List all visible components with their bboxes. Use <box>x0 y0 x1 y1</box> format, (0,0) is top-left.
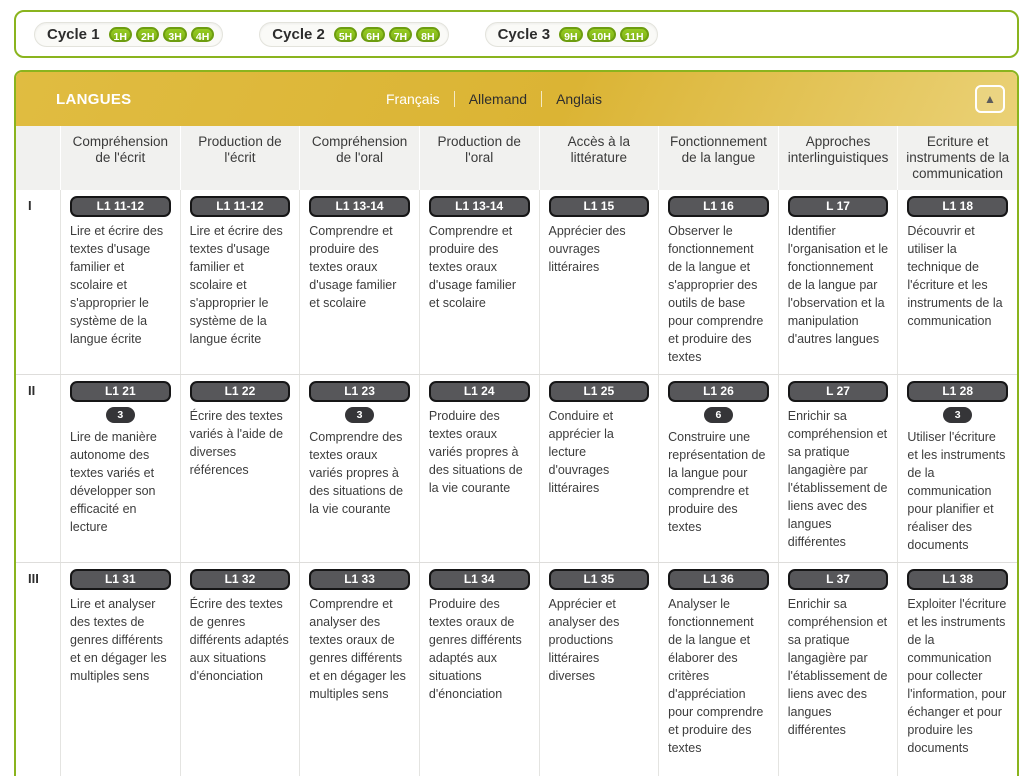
objective-code-badge[interactable]: L1 15 <box>549 196 650 217</box>
objective-cell <box>778 563 898 776</box>
languages-panel <box>14 70 1019 776</box>
objective-cell <box>299 375 419 562</box>
objective-text: Comprendre et produire des textes oraux d'usage familier et scolaire <box>428 224 517 310</box>
year-badge-1h[interactable]: 1H <box>109 27 132 42</box>
objective-text: Construire une représentation de la langue pour comprendre et produire des textes <box>668 430 766 534</box>
objective-cell <box>658 563 778 776</box>
objective-text: Observer le fonctionnement de la langue et s'approprier des outils de base pour comprendre et produire des textes <box>668 224 764 364</box>
column-header: Fonctionnement de la langue <box>658 126 778 190</box>
panel-title: LANGUES <box>56 90 132 108</box>
objective-code-badge[interactable]: L1 32 <box>190 569 291 590</box>
objective-text: Enrichir sa compréhension et sa pratique langagière par l'établissement de liens avec des langues différentes <box>787 409 888 549</box>
objective-text: Lire et analyser des textes de genres différents et en dégager les multiples sens <box>70 597 167 683</box>
objective-code-badge[interactable]: L 27 <box>788 381 889 402</box>
objective-cell <box>419 190 539 374</box>
year-badge-4h[interactable]: 4H <box>191 27 214 42</box>
objective-code-badge[interactable]: L1 28 <box>907 381 1008 402</box>
objective-code-badge[interactable]: L1 26 <box>668 381 769 402</box>
objective-text: Écrire des textes variés à l'aide de diverses références <box>189 409 284 477</box>
collapse-button[interactable] <box>975 85 1005 113</box>
objective-cell <box>60 563 180 776</box>
objective-cell <box>778 375 898 562</box>
objective-code-badge[interactable]: L1 18 <box>907 196 1008 217</box>
tab-francais[interactable]: Français <box>386 91 440 107</box>
cycles-bar <box>14 10 1019 58</box>
objective-cell <box>299 190 419 374</box>
objective-text: Analyser le fonctionnement de la langue et élaborer des critères d'appréciation pour comprendre et produire des textes <box>668 597 764 755</box>
row-label: III <box>28 571 39 586</box>
objective-cell <box>897 375 1017 562</box>
count-badge[interactable]: 3 <box>106 407 135 423</box>
year-badge-3h[interactable]: 3H <box>163 27 186 42</box>
row-label: II <box>28 383 36 398</box>
objective-code-badge[interactable]: L1 23 <box>309 381 410 402</box>
count-badge[interactable]: 6 <box>704 407 733 423</box>
cycle-label: Cycle 3 <box>497 25 551 43</box>
objective-cell <box>180 563 300 776</box>
year-badge-9h[interactable]: 9H <box>559 27 582 42</box>
year-badge-6h[interactable]: 6H <box>361 27 384 42</box>
column-header: Compréhension de l'oral <box>299 126 419 190</box>
table-row <box>16 375 1017 563</box>
objective-code-badge[interactable]: L1 13-14 <box>429 196 530 217</box>
objective-text: Apprécier des ouvrages littéraires <box>548 224 626 274</box>
objective-text: Identifier l'organisation et le fonctionnement de la langue par l'observation et la manipulation d'autres langues <box>787 224 889 346</box>
objective-text: Lire de manière autonome des textes variés et développer son efficacité en lecture <box>70 430 157 534</box>
objective-text: Comprendre et produire des textes oraux d'usage familier et scolaire <box>309 224 397 310</box>
objective-code-badge[interactable]: L1 38 <box>907 569 1008 590</box>
objective-text: Produire des textes oraux variés propres à des situations de la vie courante <box>428 409 523 495</box>
year-badge-10h[interactable]: 10H <box>587 27 616 42</box>
header-corner-cell <box>16 126 60 190</box>
objective-code-badge[interactable]: L1 36 <box>668 569 769 590</box>
year-badge-5h[interactable]: 5H <box>334 27 357 42</box>
column-header: Ecriture et instruments de la communication <box>897 126 1017 190</box>
objective-text: Lire et écrire des textes d'usage familier et scolaire et s'approprier le système de la langue écrite <box>70 224 164 346</box>
year-badge-2h[interactable]: 2H <box>136 27 159 42</box>
objective-code-badge[interactable]: L1 11-12 <box>190 196 291 217</box>
cycle-label: Cycle 1 <box>47 25 100 43</box>
table-header <box>16 126 1017 190</box>
objective-cell <box>180 190 300 374</box>
language-tabs <box>372 72 616 126</box>
objective-text: Exploiter l'écriture et les instruments de la communication pour collecter l'information, pour échanger et pour produire les documents <box>907 597 1007 755</box>
column-header: Production de l'écrit <box>180 126 300 190</box>
objective-cell <box>419 563 539 776</box>
count-badge[interactable]: 3 <box>345 407 374 423</box>
objective-text: Enrichir sa compréhension et sa pratique langagière par l'établissement de liens avec des langues différentes <box>787 597 888 737</box>
objective-text: Écrire des textes de genres différents adaptés aux situations d'énonciation <box>189 597 289 683</box>
objective-code-badge[interactable]: L1 13-14 <box>309 196 410 217</box>
objective-cell <box>897 190 1017 374</box>
column-header: Accès à la littérature <box>539 126 659 190</box>
objective-code-badge[interactable]: L1 33 <box>309 569 410 590</box>
objective-cell <box>658 375 778 562</box>
triangle-up-icon: ▲ <box>984 92 996 106</box>
objective-code-badge[interactable]: L1 22 <box>190 381 291 402</box>
objective-cell <box>658 190 778 374</box>
objective-cell <box>299 563 419 776</box>
cycle-pill-3[interactable] <box>485 22 658 47</box>
year-badge-8h[interactable]: 8H <box>416 27 439 42</box>
panel-header <box>16 72 1017 126</box>
column-header: Approches interlinguistiques <box>778 126 898 190</box>
column-header: Production de l'oral <box>419 126 539 190</box>
objective-cell <box>539 375 659 562</box>
objective-text: Comprendre des textes oraux variés propres à des situations de la vie courante <box>309 430 404 516</box>
objective-text: Découvrir et utiliser la technique de l'écriture et les instruments de la communication <box>907 224 1003 328</box>
objective-code-badge[interactable]: L1 21 <box>70 381 171 402</box>
objective-cell <box>60 190 180 374</box>
objective-code-badge[interactable]: L1 31 <box>70 569 171 590</box>
cycle-pill-1[interactable] <box>34 22 223 47</box>
objective-cell <box>539 190 659 374</box>
tab-allemand[interactable]: Allemand <box>468 91 528 107</box>
objective-text: Lire et écrire des textes d'usage familier et scolaire et s'approprier le système de la langue écrite <box>189 224 283 346</box>
objective-code-badge[interactable]: L1 16 <box>668 196 769 217</box>
objective-text: Comprendre et analyser des textes oraux de genres différents et en dégager les multiples sens <box>309 597 406 701</box>
count-badge[interactable]: 3 <box>943 407 972 423</box>
objective-cell <box>897 563 1017 776</box>
cycle-pill-2[interactable] <box>259 22 448 47</box>
year-badge-11h[interactable]: 11H <box>620 27 649 42</box>
table-row <box>16 563 1017 776</box>
objective-code-badge[interactable]: L1 24 <box>429 381 530 402</box>
column-header: Compréhension de l'écrit <box>60 126 180 190</box>
row-label: I <box>28 198 32 213</box>
table-row <box>16 190 1017 375</box>
objective-text: Utiliser l'écriture et les instruments de la communication pour planifier et réaliser des documents <box>907 430 1006 552</box>
objective-text: Conduire et apprécier la lecture d'ouvrages littéraires <box>548 409 614 495</box>
objective-code-badge[interactable]: L 17 <box>788 196 889 217</box>
objective-code-badge[interactable]: L1 25 <box>549 381 650 402</box>
objective-text: Apprécier et analyser des productions littéraires diverses <box>548 597 620 683</box>
objective-text: Produire des textes oraux de genres différents adaptés aux situations d'énonciation <box>428 597 522 701</box>
objective-cell <box>180 375 300 562</box>
objective-cell <box>419 375 539 562</box>
objective-code-badge[interactable]: L 37 <box>788 569 889 590</box>
objective-cell <box>60 375 180 562</box>
cycle-label: Cycle 2 <box>272 25 325 43</box>
year-badge-7h[interactable]: 7H <box>389 27 412 42</box>
objective-code-badge[interactable]: L1 35 <box>549 569 650 590</box>
objective-code-badge[interactable]: L1 11-12 <box>70 196 171 217</box>
objective-cell <box>778 190 898 374</box>
tab-anglais[interactable]: Anglais <box>556 91 602 107</box>
table-body <box>16 190 1017 776</box>
objective-cell <box>539 563 659 776</box>
objective-code-badge[interactable]: L1 34 <box>429 569 530 590</box>
